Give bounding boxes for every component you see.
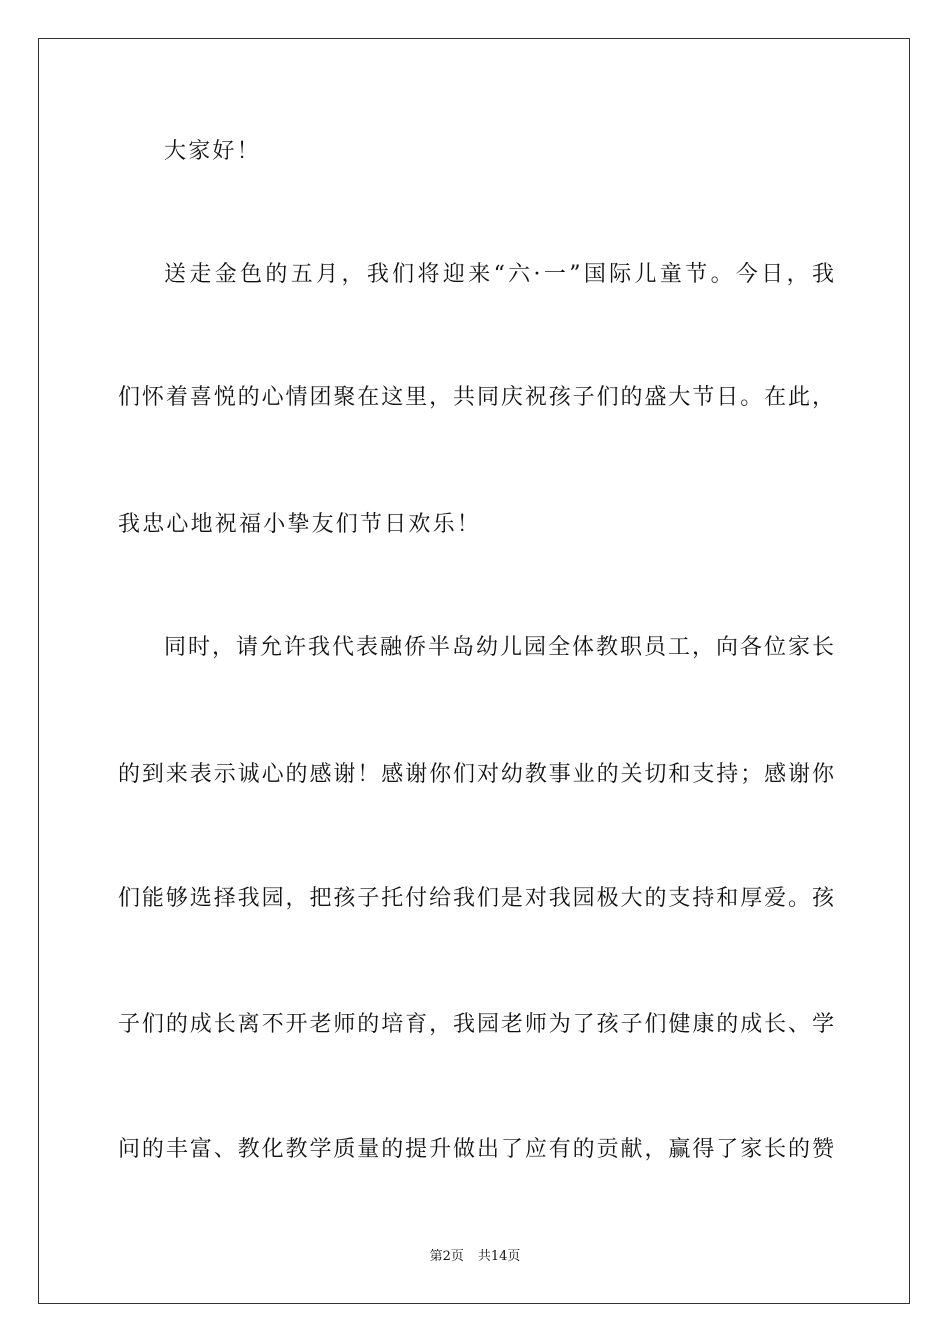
paragraph-2-line-1: 同时，请允许我代表融侨半岛幼儿园全体教职员工，向各位家长 <box>164 635 834 660</box>
paragraph-2-line-3: 们能够选择我园，把孩子托付给我们是对我园极大的支持和厚爱。孩 <box>118 886 834 911</box>
paragraph-2-line-5: 问的丰富、教化教学质量的提升做出了应有的贡献，赢得了家长的赞 <box>118 1137 834 1162</box>
paragraph-1-line-3: 我忠心地祝福小挚友们节日欢乐！ <box>118 512 482 537</box>
page-number: 第2页 <box>429 1249 464 1264</box>
page-footer <box>0 1248 950 1266</box>
paragraph-2-line-4: 子们的成长离不开老师的培育，我园老师为了孩子们健康的成长、学 <box>118 1012 834 1037</box>
greeting-line: 大家好！ <box>164 139 261 164</box>
page-total: 共14页 <box>477 1249 521 1264</box>
paragraph-1-line-1: 送走金色的五月，我们将迎来“六·一”国际儿童节。今日，我 <box>164 262 834 287</box>
page-frame <box>38 38 910 1304</box>
paragraph-1-line-2: 们怀着喜悦的心情团聚在这里，共同庆祝孩子们的盛大节日。在此， <box>118 385 834 410</box>
paragraph-2-line-2: 的到来表示诚心的感谢！感谢你们对幼教事业的关切和支持；感谢你 <box>118 762 834 787</box>
